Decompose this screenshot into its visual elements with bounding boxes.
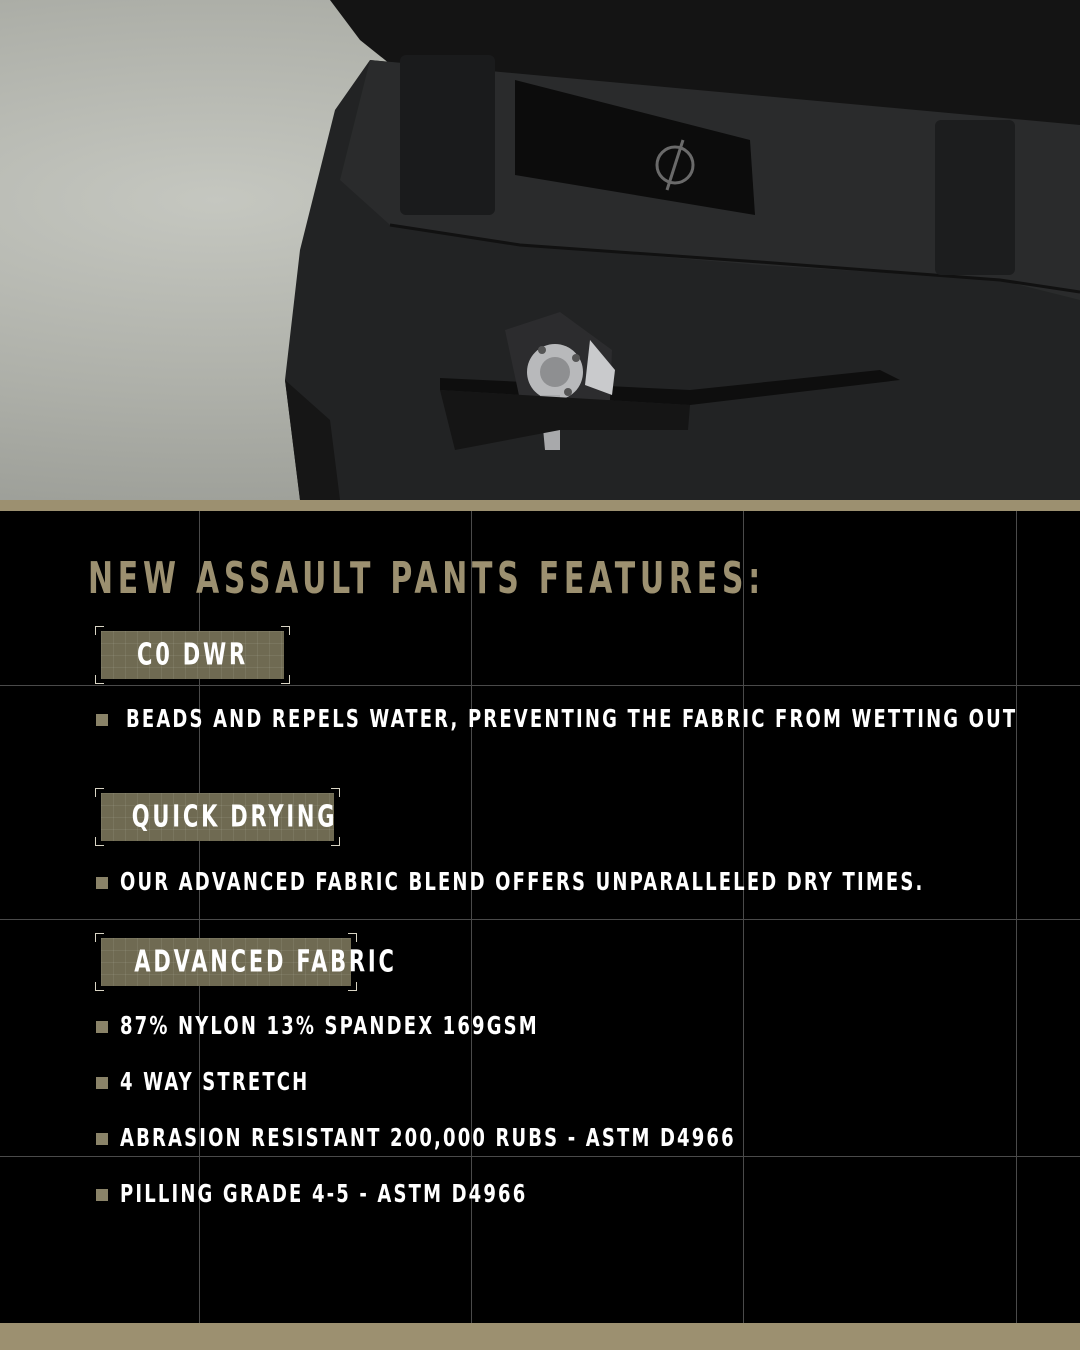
page-title: NEW ASSAULT PANTS FEATURES: [88, 553, 765, 604]
feature-tag-label: QUICK DRYING [131, 799, 338, 835]
feature-tag-label: C0 DWR [137, 637, 248, 673]
grid-line [743, 511, 744, 1323]
bullet-square-icon [96, 1189, 108, 1201]
bullet-square-icon [96, 1077, 108, 1089]
product-photo [0, 0, 1080, 500]
list-item-text: BEADS AND REPELS WATER, PREVENTING THE FABRIC FROM WETTING OUT [126, 704, 1018, 733]
feature-tag-label: ADVANCED FABRIC [134, 944, 397, 980]
list-item-text: 4 WAY STRETCH [120, 1067, 310, 1096]
grid-line [0, 919, 1080, 920]
pants-illustration [0, 0, 1080, 500]
feature-tag-dwr [95, 626, 290, 684]
grid-line [1016, 511, 1017, 1323]
bullet-square-icon [96, 714, 108, 726]
bullet-square-icon [96, 877, 108, 889]
divider-rule [0, 500, 1080, 511]
list-item-text: PILLING GRADE 4-5 - ASTM D4966 [120, 1179, 528, 1208]
bullet-square-icon [96, 1133, 108, 1145]
feature-tag-quick-drying [95, 788, 340, 846]
list-item-text: OUR ADVANCED FABRIC BLEND OFFERS UNPARALLELED DRY TIMES. [120, 867, 925, 896]
grid-line [0, 1156, 1080, 1157]
list-item-text: 87% NYLON 13% SPANDEX 169GSM [120, 1011, 539, 1040]
features-panel [0, 511, 1080, 1323]
bullet-square-icon [96, 1021, 108, 1033]
footer-bar [0, 1323, 1080, 1350]
list-item-text: ABRASION RESISTANT 200,000 RUBS - ASTM D4966 [120, 1123, 736, 1152]
grid-line [0, 685, 1080, 686]
feature-tag-advanced-fabric [95, 933, 397, 991]
